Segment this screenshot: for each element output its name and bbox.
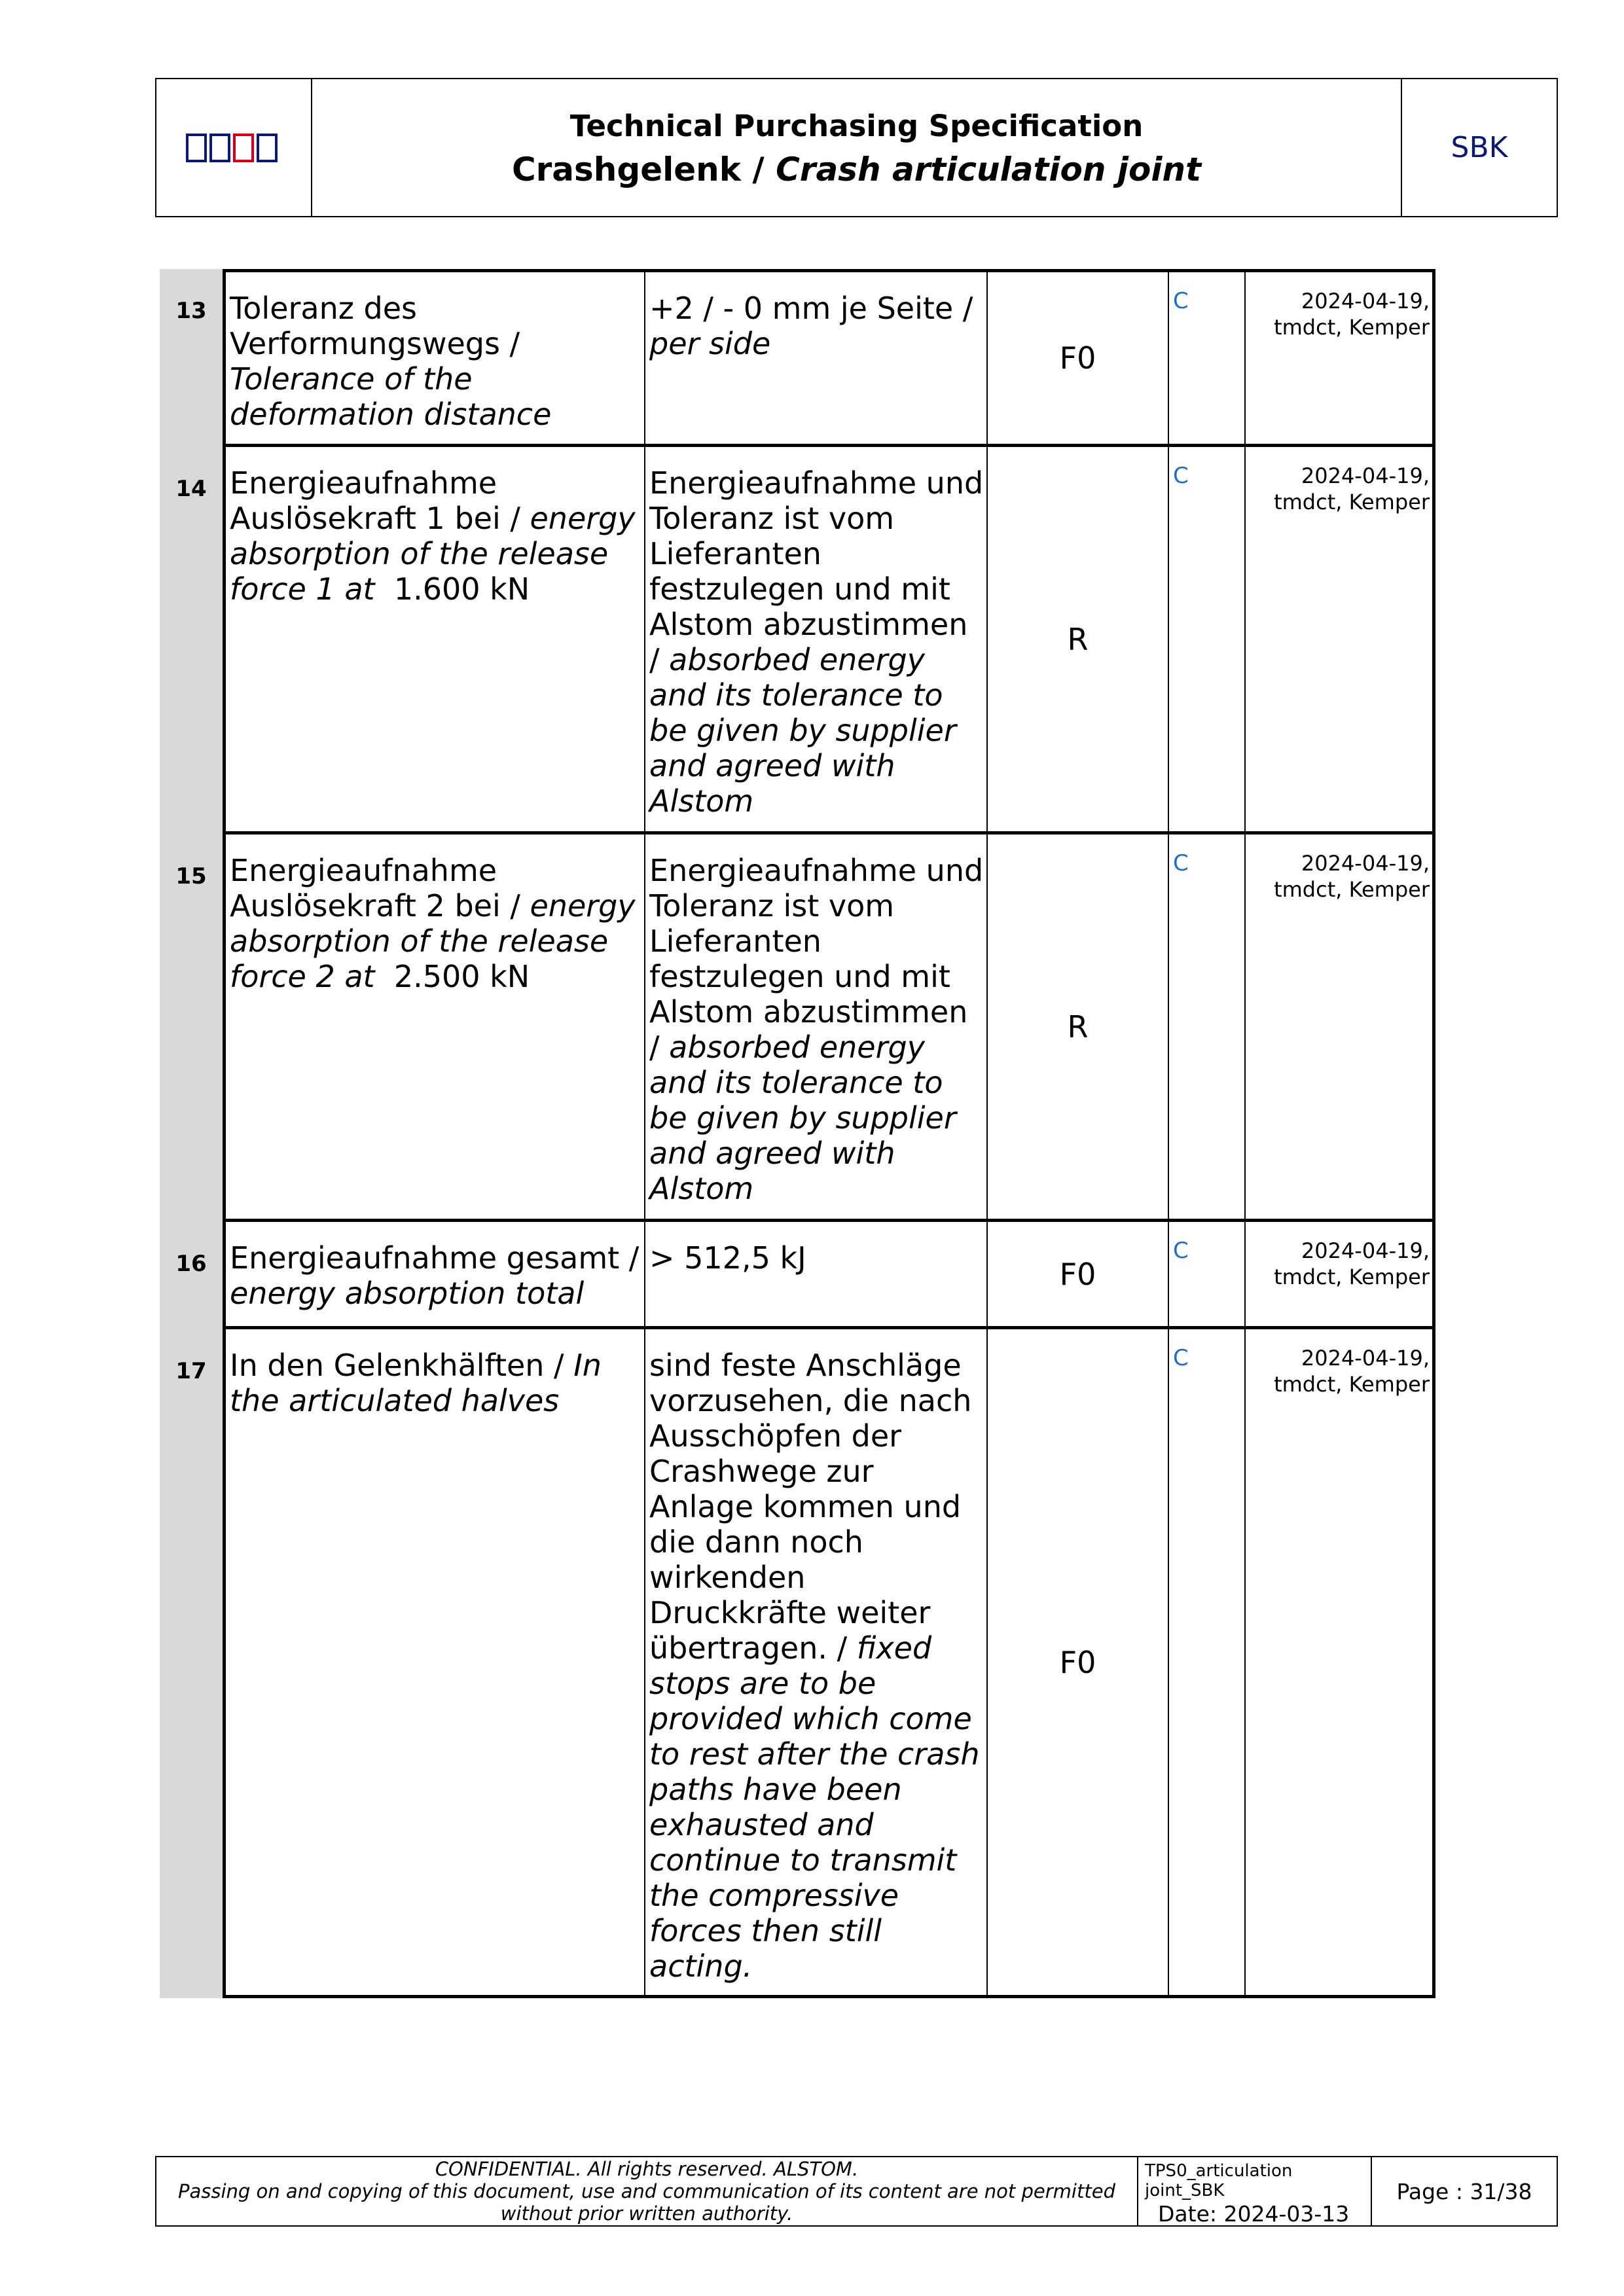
table-row — [160, 1222, 1435, 1329]
row-cells — [223, 834, 1435, 1222]
document-id-cell — [1138, 2157, 1372, 2225]
meta-cell: 2024-04-19, tmdct, Kemper — [1274, 851, 1430, 902]
row-number: 14 — [160, 447, 223, 834]
meta-cell: 2024-04-19, tmdct, Kemper — [1274, 1346, 1430, 1397]
status-cell: C — [1169, 834, 1246, 1219]
requirement-cell: Energieaufnahme Auslösekraft 2 bei / energy absorption of the release force 2 at 2.500 kN — [226, 834, 645, 1219]
status-cell: C — [1169, 447, 1246, 831]
document-code: SBK — [1451, 131, 1508, 164]
requirement-cell: Toleranz des Verformungswegs / Tolerance of the deformation distance — [226, 272, 645, 444]
row-number: 16 — [160, 1222, 223, 1329]
status-cell: C — [1169, 1222, 1246, 1326]
value-cell: +2 / - 0 mm je Seite / per side — [645, 272, 988, 444]
row-cells — [223, 269, 1435, 447]
category-cell: R — [988, 834, 1169, 1219]
row-number: 15 — [160, 834, 223, 1222]
table-row — [160, 269, 1435, 447]
meta-cell: 2024-04-19, tmdct, Kemper — [1274, 1238, 1430, 1289]
row-number: 13 — [160, 269, 223, 447]
page-number: Page : 31/38 — [1396, 2178, 1532, 2204]
value-cell: Energieaufnahme und Toleranz ist vom Lieferanten festzulegen und mit Alstom abzustimmen / absorbed energy and its tolerance to be given by supplier and agreed with Alstom — [645, 834, 988, 1219]
category-cell: F0 — [988, 1222, 1169, 1326]
document-header — [155, 78, 1558, 217]
row-cells — [223, 1222, 1435, 1329]
meta-cell: 2024-04-19, tmdct, Kemper — [1274, 289, 1430, 340]
row-number: 17 — [160, 1329, 223, 1998]
category-cell: F0 — [988, 272, 1169, 444]
table-row — [160, 834, 1435, 1222]
table-row — [160, 1329, 1435, 1998]
value-cell: sind feste Anschläge vorzusehen, die nach Ausschöpfen der Crashwege zur Anlage kommen und die dann noch wirkenden Druckkräfte weiter übertragen. / fixed stops are to be provided which come to rest after the crash paths have been exhausted and continue to transmit the compressive forces then still acting. — [645, 1329, 988, 1995]
table-row — [160, 447, 1435, 834]
requirement-cell: In den Gelenkhälften / In the articulated halves — [226, 1329, 645, 1995]
document-footer — [155, 2156, 1558, 2227]
document-date: Date: 2024-03-13 — [1158, 2201, 1350, 2227]
row-cells — [223, 447, 1435, 834]
category-cell: R — [988, 447, 1169, 831]
confidentiality-notice: CONFIDENTIAL. All rights reserved. ALSTOM. Passing on and copying of this document, use and communication of its content are not permitted without prior written authority. — [156, 2157, 1138, 2225]
row-cells — [223, 1329, 1435, 1998]
logo-mark-icon — [185, 128, 283, 168]
value-cell: Energieaufnahme und Toleranz ist vom Lieferanten festzulegen und mit Alstom abzustimmen / absorbed energy and its tolerance to be given by supplier and agreed with Alstom — [645, 447, 988, 831]
status-cell: C — [1169, 1329, 1246, 1995]
document-id: TPS0_articulation joint_SBK — [1145, 2161, 1293, 2200]
document-title — [312, 79, 1402, 216]
title-line-1: Technical Purchasing Specification — [569, 108, 1144, 143]
requirements-table — [160, 269, 1435, 1998]
requirement-cell: Energieaufnahme Auslösekraft 1 bei / energy absorption of the release force 1 at 1.600 kN — [226, 447, 645, 831]
alstom-logo — [156, 79, 312, 216]
meta-cell: 2024-04-19, tmdct, Kemper — [1274, 463, 1430, 514]
value-cell: > 512,5 kJ — [645, 1222, 988, 1326]
status-cell: C — [1169, 272, 1246, 444]
title-line-2: Crashgelenk / Crash articulation joint — [511, 150, 1202, 188]
category-cell: F0 — [988, 1329, 1169, 1995]
requirement-cell: Energieaufnahme gesamt / energy absorption total — [226, 1222, 645, 1326]
